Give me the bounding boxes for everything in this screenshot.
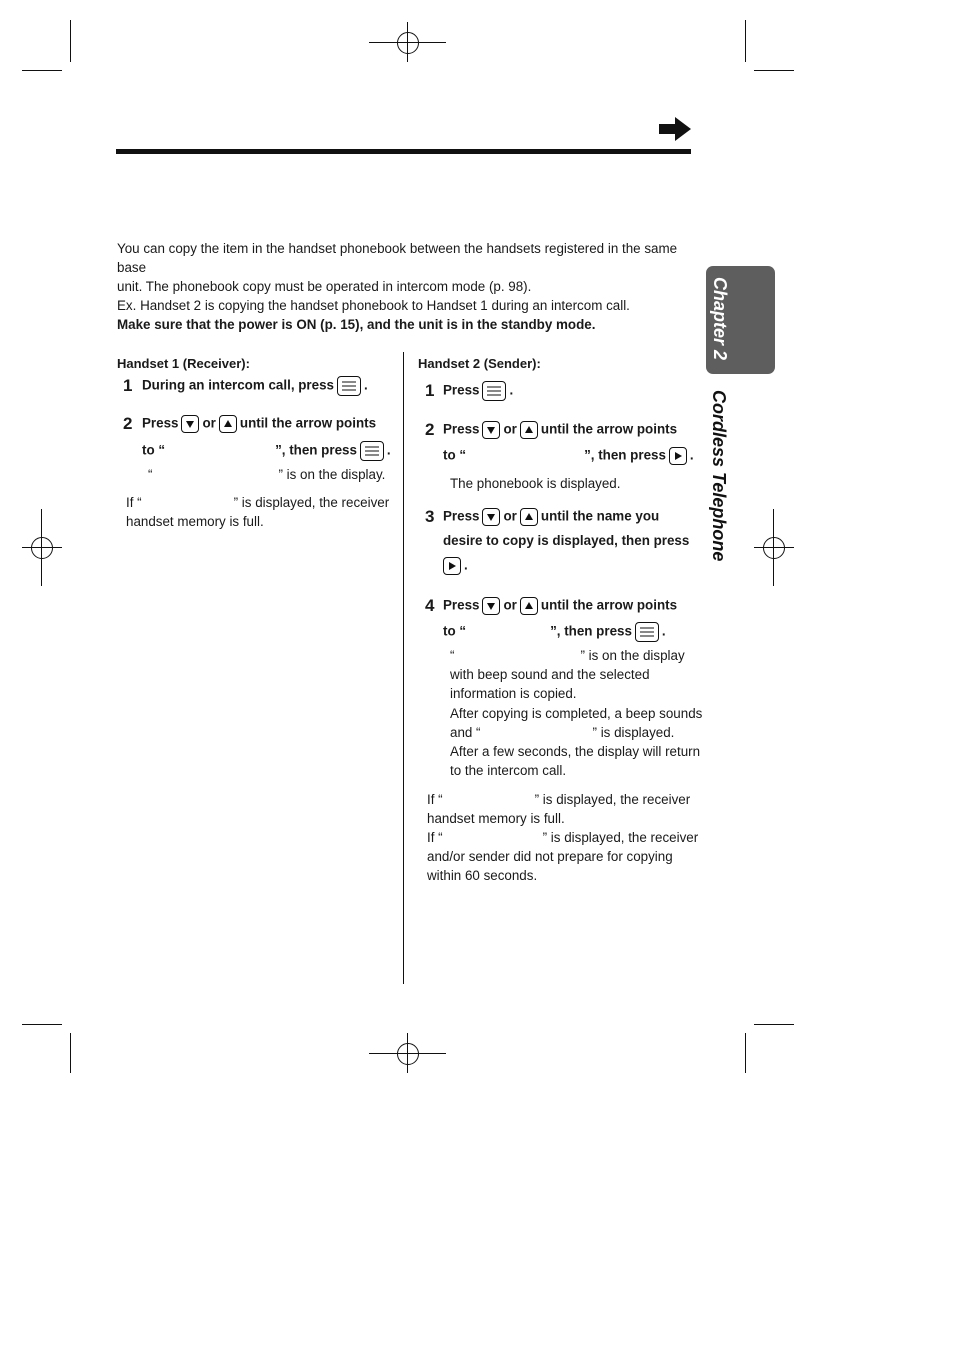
down-arrow-key-icon [482, 597, 500, 615]
step-number: 1 [123, 376, 133, 395]
step-instruction: to “ ”, then press . [142, 441, 391, 461]
step-number: 4 [425, 596, 435, 615]
step-number: 2 [425, 420, 435, 439]
intro-line: unit. The phonebook copy must be operated in intercom mode (p. 98). [117, 279, 532, 294]
up-arrow-key-icon [520, 508, 538, 526]
step-instruction: During an intercom call, press . [142, 376, 368, 396]
continue-arrow-icon [659, 117, 691, 146]
section-label: Cordless Telephone [709, 390, 729, 562]
sender-heading: Handset 2 (Sender): [418, 356, 541, 371]
step-note: “ ” is on the display with beep sound and the selected information is copied. After copying is completed, a beep sounds and “ ” is displayed. After a few seconds, the display will return to the intercom call. [450, 648, 703, 778]
copy-error-notes: If “ ” is displayed, the receiver handset memory is full. If “ ” is displayed, the receiver and/or sender did not prepare for copying within 60 seconds. [427, 792, 699, 883]
up-arrow-key-icon [219, 415, 237, 433]
step-number: 1 [425, 381, 435, 400]
menu-key-icon [482, 381, 506, 401]
down-arrow-key-icon [482, 508, 500, 526]
step-number: 3 [425, 507, 435, 526]
step-note: “ ” is on the display. [148, 467, 386, 482]
step-instruction: to “ ”, then press . [443, 447, 694, 465]
down-arrow-key-icon [482, 421, 500, 439]
intro-standby-note: Make sure that the power is ON (p. 15), and the unit is in the standby mode. [117, 317, 596, 332]
intro-line: Ex. Handset 2 is copying the handset phonebook to Handset 1 during an intercom call. [117, 298, 630, 313]
right-arrow-key-icon [669, 447, 687, 465]
step-instruction: Press or until the arrow points [142, 415, 376, 433]
step-note: The phonebook is displayed. [450, 476, 621, 491]
down-arrow-key-icon [181, 415, 199, 433]
step-instruction: Press or until the arrow points [443, 421, 677, 439]
menu-key-icon [337, 376, 361, 396]
step-instruction: Press or until the name you [443, 508, 659, 526]
intro-line: You can copy the item in the handset phonebook between the handsets registered in the same base [117, 241, 678, 275]
intro-text [117, 239, 697, 334]
step-number: 2 [123, 414, 133, 433]
step-instruction: . [440, 557, 468, 575]
step-instruction: Press or until the arrow points [443, 597, 677, 615]
up-arrow-key-icon [520, 421, 538, 439]
up-arrow-key-icon [520, 597, 538, 615]
menu-key-icon [635, 622, 659, 642]
receiver-heading: Handset 1 (Receiver): [117, 356, 250, 371]
step-instruction: desire to copy is displayed, then press [443, 533, 690, 548]
chapter-label: Chapter 2 [710, 277, 730, 361]
step-instruction: Press . [443, 381, 513, 401]
menu-key-icon [360, 441, 384, 461]
memory-full-note: If “ ” is displayed, the receiver handset memory is full. [126, 495, 390, 529]
column-divider [403, 352, 404, 984]
step-instruction: to “ ”, then press . [443, 622, 666, 642]
right-arrow-key-icon [443, 557, 461, 575]
header-rule [116, 149, 691, 154]
